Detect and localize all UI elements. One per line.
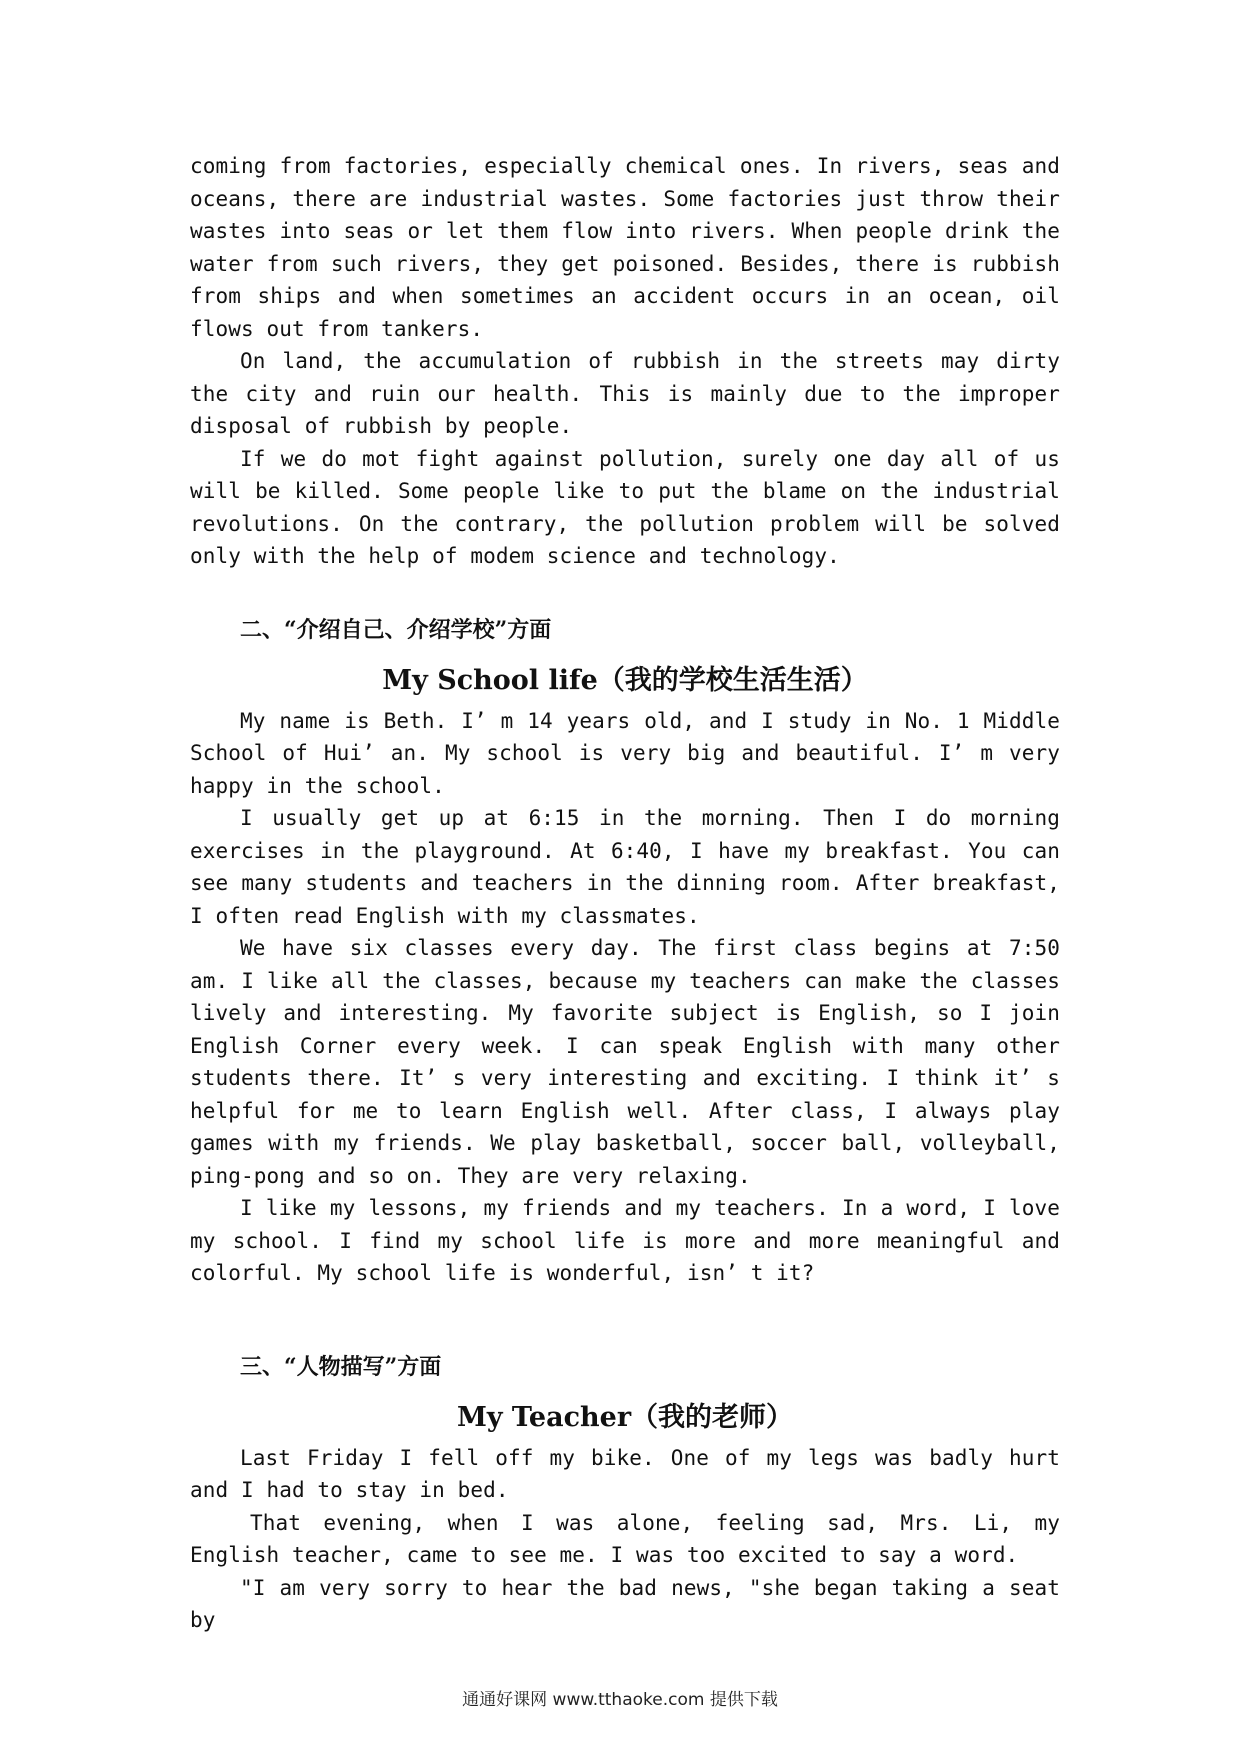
paragraph: On land, the accumulation of rubbish in the streets may dirty the city and ruin our health. This is mainly due to the improper disposal of rubbish by people. (190, 349, 1060, 438)
document-page (190, 150, 1060, 1637)
paragraph: I usually get up at 6:15 in the morning. Then I do morning exercises in the playground. At 6:40, I have my breakfast. You can see many students and teachers in the dinning room. After breakfast, I often read English with my classmates. (190, 806, 1060, 928)
page-footer: 通通好课网 www.tthaoke.com 提供下载 (462, 1690, 778, 1710)
essay-title: My Teacher（我的老师） (456, 1401, 794, 1433)
section-heading: 三、“人物描写”方面 (240, 1353, 442, 1380)
paragraph: If we do mot fight against pollution, surely one day all of us will be killed. Some people like to put the blame on the industrial revolutions. On the contrary, the pollution problem will be solved only with the help of modem science and technology. (190, 446, 1060, 568)
paragraph: My name is Beth. I’ m 14 years old, and I study in No. 1 Middle School of Hui’ an. My school is very big and beautiful. I’ m very happy in the school. (190, 708, 1060, 798)
paragraph: Last Friday I fell off my bike. One of my legs was badly hurt and I had to stay in bed. (190, 1445, 1060, 1502)
essay-title: My School life（我的学校生活生活） (382, 664, 868, 696)
paragraph: coming from factories, especially chemical ones. In rivers, seas and oceans, there are industrial wastes. Some factories just throw their wastes into seas or let them flow into rivers. When people drink the water from such rivers, they get poisoned. Besides, there is rubbish from ships and when sometimes an accident occurs in an ocean, oil flows out from tankers. (190, 154, 1060, 341)
paragraph: I like my lessons, my friends and my teachers. In a word, I love my school. I find my school life is more and more meaningful and colorful. My school life is wonderful, isn’ t it? (190, 1196, 1060, 1285)
paragraph: "I am very sorry to hear the bad news, "she began taking a seat by (190, 1575, 1060, 1632)
paragraph: We have six classes every day. The first class begins at 7:50 am. I like all the classes, because my teachers can make the classes lively and interesting. My favorite subject is English, so I join English Corner every week. I can speak English with many other students there. It’ s very interesting and exciting. I think it’ s helpful for me to learn English well. After class, I always play games with my friends. We play basketball, soccer ball, volleyball, ping-pong and so on. They are very relaxing. (190, 936, 1060, 1188)
section-heading: 二、“介绍自己、介绍学校”方面 (240, 616, 552, 643)
paragraph: That evening, when I was alone, feeling sad, Mrs. Li, my English teacher, came to see me. I was too excited to say a word. (190, 1510, 1060, 1567)
